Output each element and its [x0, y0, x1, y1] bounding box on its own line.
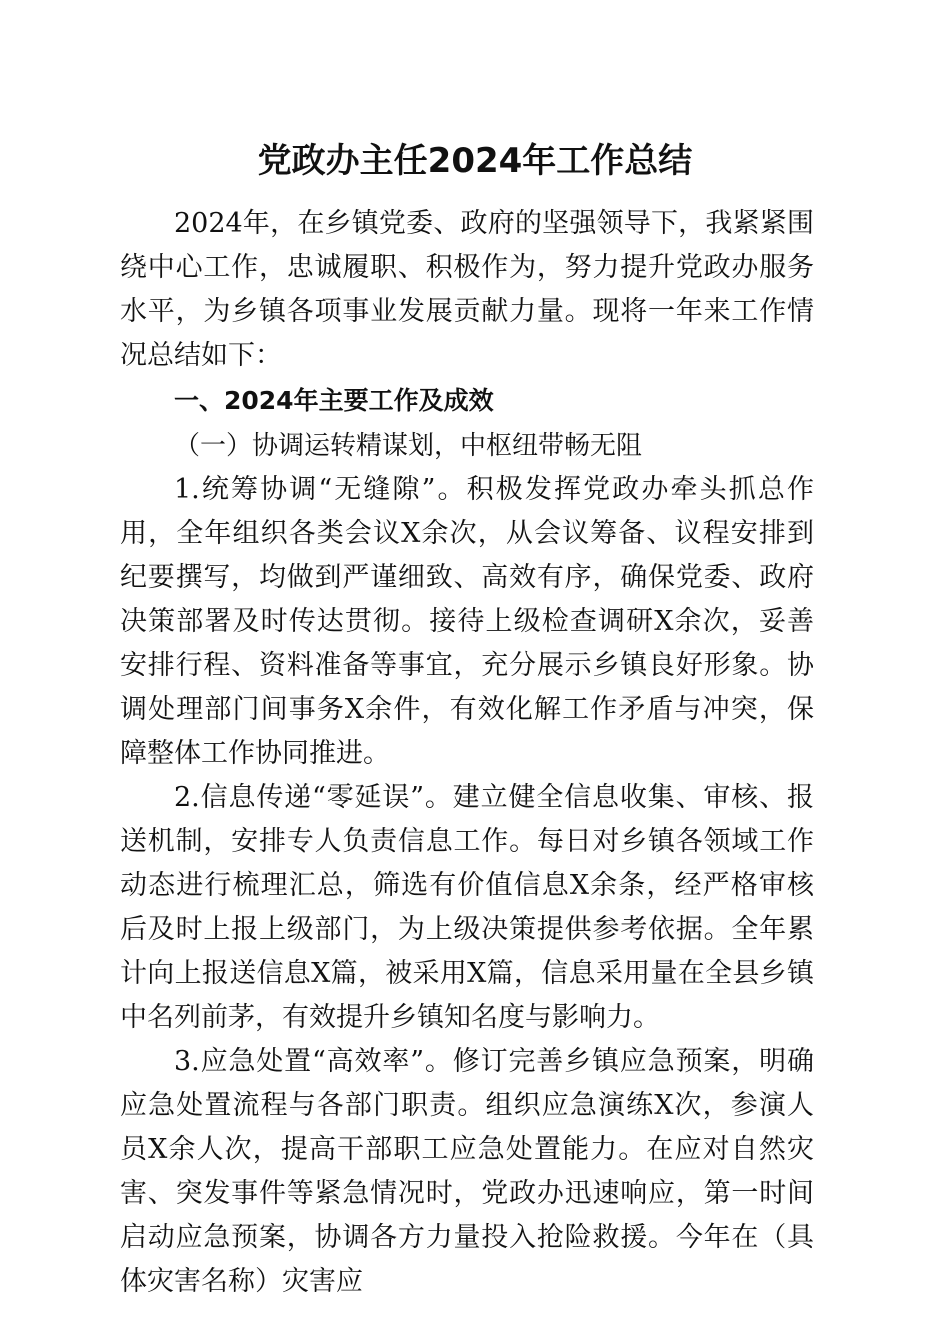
subsection-heading: （一）协调运转精谋划，中枢纽带畅无阻	[174, 431, 643, 461]
section-heading: 一、2024年主要工作及成效	[174, 386, 494, 415]
document-body	[120, 202, 814, 1304]
intro-paragraph: 2024年，在乡镇党委、政府的坚强领导下，我紧紧围绕中心工作，忠诚履职、积极作为，努力提升党政办服务水平，为乡镇各项事业发展贡献力量。现将一年来工作情况总结如下：	[120, 208, 814, 371]
paragraph-emergency: 3.应急处置“高效率”。修订完善乡镇应急预案，明确应急处置流程与各部门职责。组织应急演练X次，参演人员X余人次，提高干部职工应急处置能力。在应对自然灾害、突发事件等紧急情况时，党政办迅速响应，第一时间启动应急预案，协调各方力量投入抢险救援。今年在（具体灾害名称）灾害应	[120, 1046, 814, 1297]
paragraph-information: 2.信息传递“零延误”。建立健全信息收集、审核、报送机制，安排专人负责信息工作。每日对乡镇各领域工作动态进行梳理汇总，筛选有价值信息X余条，经严格审核后及时上报上级部门，为上级决策提供参考依据。全年累计向上报送信息X篇，被采用X篇，信息采用量在全县乡镇中名列前茅，有效提升乡镇知名度与影响力。	[120, 782, 814, 1033]
paragraph-coordination: 1.统筹协调“无缝隙”。积极发挥党政办牵头抓总作用，全年组织各类会议X余次，从会议筹备、议程安排到纪要撰写，均做到严谨细致、高效有序，确保党委、政府决策部署及时传达贯彻。接待上级检查调研X余次，妥善安排行程、资料准备等事宜，充分展示乡镇良好形象。协调处理部门间事务X余件，有效化解工作矛盾与冲突，保障整体工作协同推进。	[120, 474, 814, 769]
document-title: 党政办主任2024年工作总结	[257, 141, 693, 181]
